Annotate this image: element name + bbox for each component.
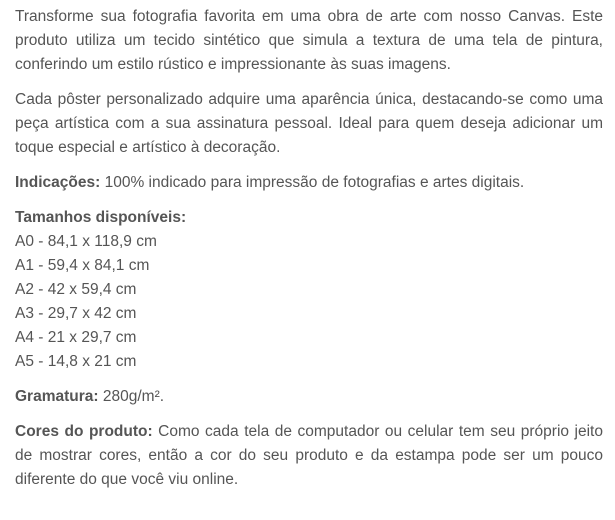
description-paragraph-2: Cada pôster personalizado adquire uma aparência única, destacando-se como uma peça artística com a sua assinatura pessoal. Ideal para quem deseja adicionar um toque especial e artístico à decoração. xyxy=(15,91,603,156)
size-item-a5: A5 - 14,8 x 21 cm xyxy=(15,353,137,370)
weight-line xyxy=(15,385,603,409)
size-item-a3: A3 - 29,7 x 42 cm xyxy=(15,305,137,322)
colors-label: Cores do produto: xyxy=(15,423,153,440)
indications-text: 100% indicado para impressão de fotografias e artes digitais. xyxy=(100,174,525,191)
indications-line xyxy=(15,171,603,195)
colors-paragraph xyxy=(15,420,603,492)
weight-label: Gramatura: xyxy=(15,388,99,405)
size-item-a4: A4 - 21 x 29,7 cm xyxy=(15,329,137,346)
sizes-label: Tamanhos disponíveis: xyxy=(15,209,187,226)
colors-text: Como cada tela de computador ou celular tem seu próprio jeito de mostrar cores, então a cor do seu produto e da estampa pode ser um pouco diferente do que você viu online. xyxy=(15,423,603,488)
weight-text: 280g/m². xyxy=(98,388,165,405)
description-paragraph-1: Transforme sua fotografia favorita em uma obra de arte com nosso Canvas. Este produto utiliza um tecido sintético que simula a textura de uma tela de pintura, conferindo um estilo rústico e impressionante às suas imagens. xyxy=(15,8,603,73)
size-item-a2: A2 - 42 x 59,4 cm xyxy=(15,281,137,298)
size-item-a0: A0 - 84,1 x 118,9 cm xyxy=(15,233,157,250)
size-item-a1: A1 - 59,4 x 84,1 cm xyxy=(15,257,150,274)
sizes-block xyxy=(15,206,603,374)
indications-label: Indicações: xyxy=(15,174,101,191)
product-description xyxy=(15,5,603,492)
